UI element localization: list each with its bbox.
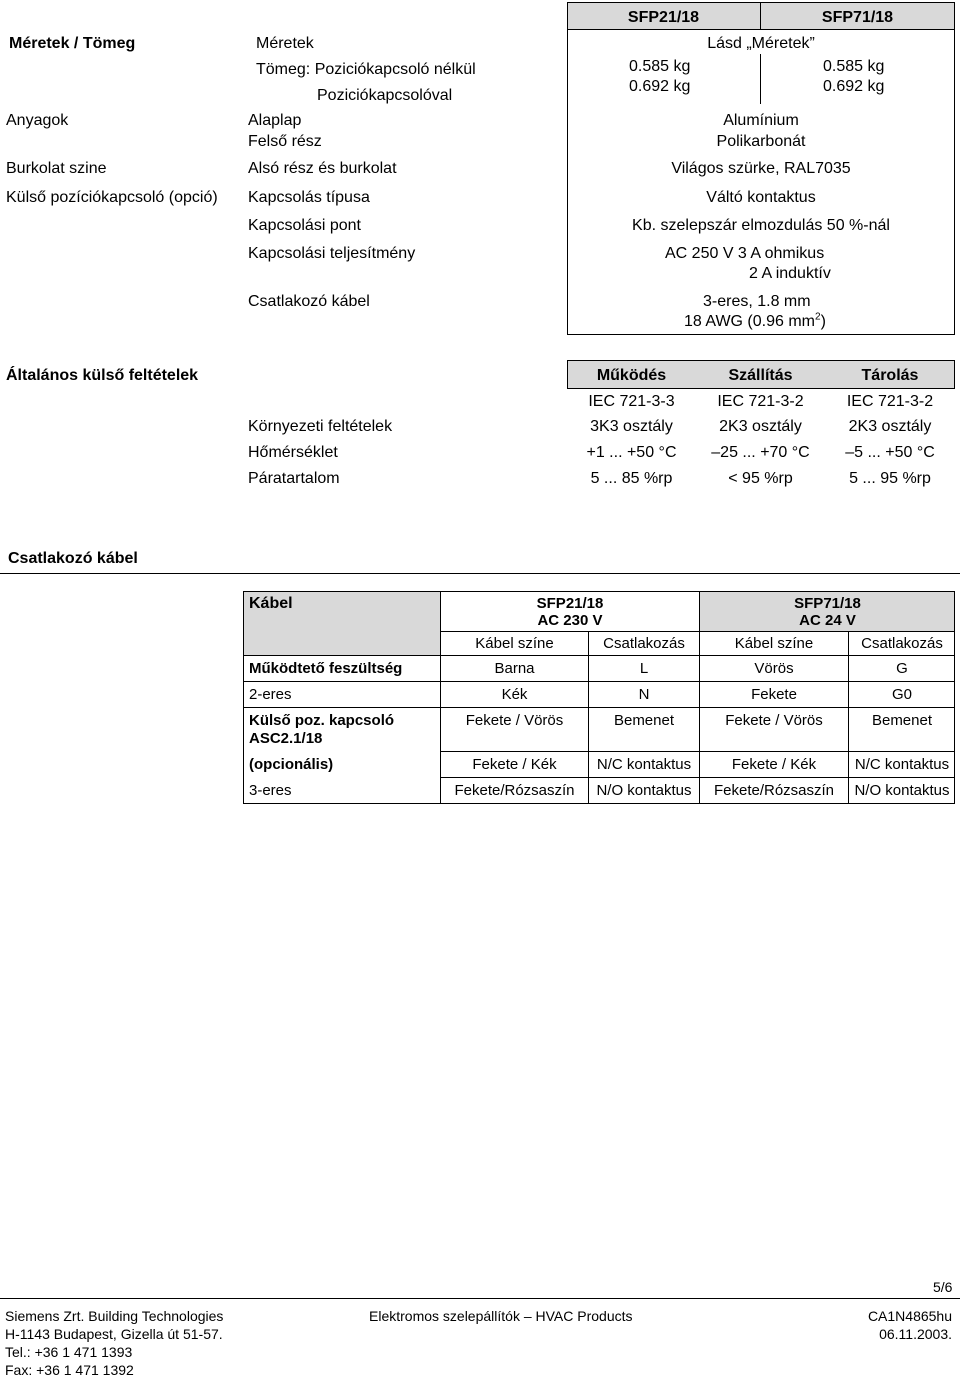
- cable-cell: Fekete / Kék: [731, 756, 817, 773]
- cable-row-label: (opcionális): [249, 756, 334, 773]
- cable-cell: Vörös: [754, 660, 794, 677]
- env-cell: –25 ... +70 °C: [711, 444, 810, 461]
- cable-cell: Bemenet: [871, 712, 933, 729]
- cable-cell: Bemenet: [613, 712, 675, 729]
- value-kapcsolasi-pont: Kb. szelepszár elmozdulás 50 %-nál: [632, 217, 890, 234]
- weight-sfp21-b: 0.692 kg: [629, 78, 691, 95]
- footer-fax: Fax: +36 1 471 1392: [5, 1362, 134, 1378]
- category-meretek: Méretek / Tömeg: [9, 35, 136, 52]
- value-kabel-1: 3-eres, 1.8 mm: [703, 293, 811, 310]
- cable-header-kabel: Kábel: [249, 595, 293, 612]
- footer-date: 06.11.2003.: [879, 1326, 952, 1342]
- env-header-mukodes: Működés: [596, 367, 667, 384]
- cable-cell: L: [639, 660, 649, 677]
- label-also-resz: Alsó rész és burkolat: [248, 160, 397, 177]
- env-cell: 3K3 osztály: [590, 418, 673, 435]
- header-sfp21: SFP21/18: [627, 9, 700, 26]
- cable-cell: G: [896, 660, 908, 677]
- cable-cell: N/C kontaktus: [596, 756, 692, 773]
- cable-cell: N: [638, 686, 650, 703]
- env-header-tarolas: Tárolás: [861, 367, 919, 384]
- cable-row-label: 3-eres: [249, 782, 292, 799]
- value-teljesitmeny-2: 2 A induktív: [749, 265, 831, 282]
- value-valto: Váltó kontaktus: [706, 189, 816, 206]
- footer-tel: Tel.: +36 1 471 1393: [5, 1344, 133, 1360]
- label-alaplap: Alaplap: [248, 112, 302, 129]
- header-sfp71: SFP71/18: [821, 9, 894, 26]
- value-meretek: Lásd „Méretek”: [707, 35, 815, 52]
- env-standard: IEC 721-3-2: [717, 393, 804, 410]
- env-cell: +1 ... +50 °C: [586, 444, 677, 461]
- weight-sfp21-a: 0.585 kg: [629, 58, 691, 75]
- footer-company: Siemens Zrt. Building Technologies: [5, 1308, 224, 1324]
- cable-subheader-color: Kábel színe: [734, 635, 814, 652]
- label-csatl-kabel: Csatlakozó kábel: [248, 293, 370, 310]
- cable-cell: Fekete/Rózsaszín: [454, 782, 575, 799]
- cable-cell: N/C kontaktus: [854, 756, 950, 773]
- cable-cell: Barna: [494, 660, 535, 677]
- label-teljesitmeny: Kapcsolási teljesítmény: [248, 245, 416, 262]
- cable-cell: Fekete / Vörös: [465, 712, 564, 729]
- cable-subheader-connection: Csatlakozás: [603, 635, 685, 652]
- label-kapcsolasi-pont: Kapcsolási pont: [248, 217, 361, 234]
- cable-cell: N/O kontaktus: [854, 782, 950, 799]
- env-header-szallitas: Szállítás: [728, 367, 793, 384]
- category-anyagok: Anyagok: [6, 112, 69, 129]
- cable-row-label: Működtető feszültség: [249, 660, 403, 677]
- cable-cell: G0: [891, 686, 912, 703]
- cable-header-sfp21: SFP21/18: [536, 595, 604, 612]
- label-tomeg-val: Poziciókapcsolóval: [317, 87, 453, 104]
- value-kabel-2: 18 AWG (0.96 $mm^2$): [684, 311, 826, 330]
- cable-row-label: Külső poz. kapcsoló: [249, 712, 395, 729]
- env-row-label: Páratartalom: [248, 470, 340, 487]
- cable-row-label-model: ASC2.1/18: [249, 730, 323, 747]
- value-aluminium: Alumínium: [723, 112, 799, 129]
- cable-cell: Fekete: [751, 686, 797, 703]
- env-cell: –5 ... +50 °C: [845, 444, 935, 461]
- footer-address: H-1143 Budapest, Gizella út 51-57.: [5, 1326, 223, 1342]
- label-kapcsolas-tipusa: Kapcsolás típusa: [248, 189, 370, 206]
- env-row-label: Hőmérséklet: [248, 444, 338, 461]
- env-standard: IEC 721-3-3: [588, 393, 675, 410]
- cable-cell: Kék: [501, 686, 528, 703]
- cable-cell: Fekete/Rózsaszín: [713, 782, 835, 799]
- weight-sfp71-a: 0.585 kg: [823, 58, 885, 75]
- env-standard: IEC 721-3-2: [846, 393, 934, 410]
- cable-header-sfp71: SFP71/18: [794, 595, 861, 612]
- env-cell: 5 ... 85 %rp: [590, 470, 673, 487]
- env-cell: 2K3 osztály: [719, 418, 802, 435]
- category-kulso: Külső pozíciókapcsoló (opció): [6, 189, 218, 206]
- env-cell: < 95 %rp: [728, 470, 793, 487]
- page-number: 5/6: [933, 1279, 953, 1295]
- env-cell: 2K3 osztály: [848, 418, 932, 435]
- cable-cell: Fekete / Vörös: [725, 712, 823, 729]
- value-polikarbonat: Polikarbonát: [716, 133, 806, 150]
- value-szin: Világos szürke, RAL7035: [671, 160, 851, 177]
- cable-subheader-connection: Csatlakozás: [861, 635, 943, 652]
- cable-cell: N/O kontaktus: [596, 782, 692, 799]
- cable-row-label: 2-eres: [249, 686, 292, 703]
- cable-header-sfp71-voltage: AC 24 V: [799, 612, 856, 629]
- cable-subheader-color: Kábel színe: [475, 635, 554, 652]
- label-meretek: Méretek: [256, 35, 314, 52]
- env-row-label: Környezeti feltételek: [248, 418, 393, 435]
- env-title: Általános külső feltételek: [6, 367, 199, 384]
- label-tomeg-nelkul: Tömeg: Poziciókapcsoló nélkül: [256, 61, 476, 78]
- footer-rule: [0, 1298, 960, 1299]
- env-cell: 5 ... 95 %rp: [849, 470, 931, 487]
- cable-title: Csatlakozó kábel: [8, 550, 138, 567]
- label-felso-resz: Felső rész: [248, 133, 322, 150]
- weight-sfp71-b: 0.692 kg: [823, 78, 885, 95]
- value-teljesitmeny-1: AC 250 V 3 A ohmikus: [665, 245, 825, 262]
- cable-cell: Fekete / Kék: [472, 756, 557, 773]
- category-burkolat: Burkolat szine: [6, 160, 107, 177]
- footer-product: Elektromos szelepállítók – HVAC Products: [369, 1308, 633, 1324]
- footer-doc-id: CA1N4865hu: [867, 1308, 952, 1324]
- cable-title-rule: [0, 573, 960, 574]
- cable-header-sfp21-voltage: AC 230 V: [537, 612, 603, 629]
